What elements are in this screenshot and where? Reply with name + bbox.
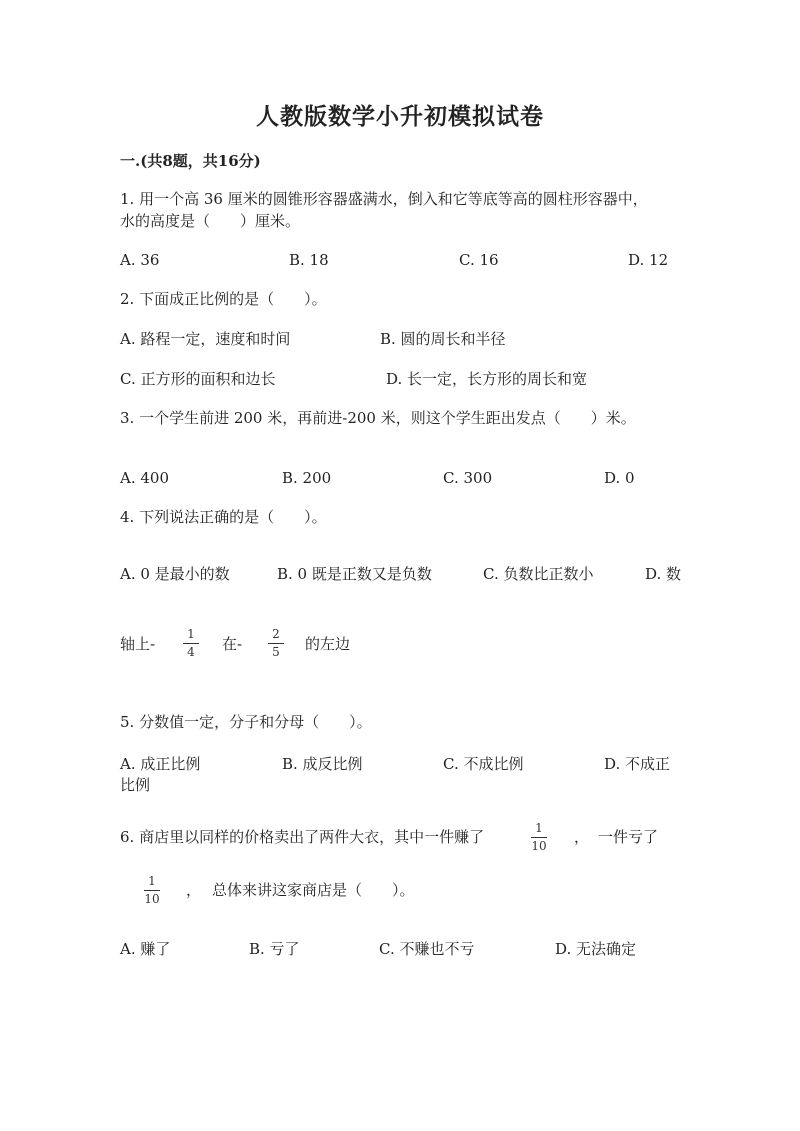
q2-option-c: C. 正方形的面积和边长 [120, 370, 276, 388]
q4-fraction-2-numerator: 2 [272, 627, 280, 641]
q4-option-c: C. 负数比正数小 [483, 565, 594, 583]
q6-option-a: A. 赚了 [120, 940, 171, 958]
q6-stem-part1: 6. 商店里以同样的价格卖出了两件大衣，其中一件赚了 [120, 828, 485, 846]
q5-option-d: D. 不成正 [604, 755, 671, 773]
q5-option-c: C. 不成比例 [443, 755, 524, 773]
q1-stem-line2: 水的高度是（ ）厘米。 [120, 212, 301, 230]
q4-option-a: A. 0 是最小的数 [120, 565, 230, 583]
q1-option-d: D. 12 [628, 251, 669, 269]
q5-stem: 5. 分数值一定，分子和分母（ ）。 [120, 713, 372, 731]
q1-option-b: B. 18 [289, 251, 329, 269]
q1-option-a: A. 36 [120, 251, 160, 269]
q1-stem-line1: 1. 用一个高 36 厘米的圆锥形容器盛满水，倒入和它等底等高的圆柱形容器中， [120, 190, 648, 208]
q3-option-b: B. 200 [282, 469, 332, 487]
q6-stem-part3: 总体来讲这家商店是（ ）。 [212, 881, 415, 899]
q6-fraction-1-denominator: 10 [531, 838, 547, 853]
fraction-bar [144, 890, 160, 891]
q6-option-c: C. 不赚也不亏 [379, 940, 475, 958]
q6-fraction-1 [531, 822, 547, 852]
q3-option-c: C. 300 [443, 469, 493, 487]
q4-option-d-continued: 轴上- [120, 635, 156, 653]
q6-option-d: D. 无法确定 [555, 940, 637, 958]
q5-option-a: A. 成正比例 [120, 755, 201, 773]
q4-fraction-1-denominator: 4 [187, 644, 195, 659]
q4-continued-text: 在- [222, 635, 243, 653]
q5-option-b: B. 成反比例 [282, 755, 363, 773]
fraction-bar [531, 837, 547, 838]
q4-fraction-1 [183, 628, 199, 658]
q6-stem-comma-2: ， [186, 881, 202, 899]
q6-fraction-2-denominator: 10 [144, 891, 160, 906]
q3-option-a: A. 400 [120, 469, 169, 487]
q2-option-d: D. 长一定，长方形的周长和宽 [386, 370, 588, 388]
q4-fraction-1-numerator: 1 [187, 627, 195, 641]
q6-fraction-2-numerator: 1 [148, 874, 156, 888]
q4-stem: 4. 下列说法正确的是（ ）。 [120, 508, 327, 526]
q4-fraction-2-denominator: 5 [272, 644, 280, 659]
q1-option-c: C. 16 [459, 251, 499, 269]
q4-option-d: D. 数 [645, 565, 682, 583]
q4-fraction-2 [268, 628, 284, 658]
q3-option-d: D. 0 [604, 469, 635, 487]
q6-fraction-1-numerator: 1 [535, 821, 543, 835]
section-heading: 一.(共8题，共16分) [120, 152, 261, 170]
q6-option-b: B. 亏了 [249, 940, 300, 958]
q5-option-d-wrap: 比例 [120, 776, 151, 794]
page-title: 人教版数学小升初模拟试卷 [256, 103, 544, 130]
q3-stem: 3. 一个学生前进 200 米，再前进-200 米，则这个学生距出发点（ ）米。 [120, 409, 636, 427]
q2-option-a: A. 路程一定，速度和时间 [120, 330, 291, 348]
q6-stem-comma-1: ， [574, 828, 590, 846]
q2-option-b: B. 圆的周长和半径 [380, 330, 506, 348]
q4-option-b: B. 0 既是正数又是负数 [277, 565, 432, 583]
q6-fraction-2 [144, 875, 160, 905]
fraction-bar [268, 643, 284, 644]
fraction-bar [183, 643, 199, 644]
q6-stem-part2: 一件亏了 [598, 828, 659, 846]
q4-continued-tail: 的左边 [305, 635, 351, 653]
q2-stem: 2. 下面成正比例的是（ ）。 [120, 290, 327, 308]
